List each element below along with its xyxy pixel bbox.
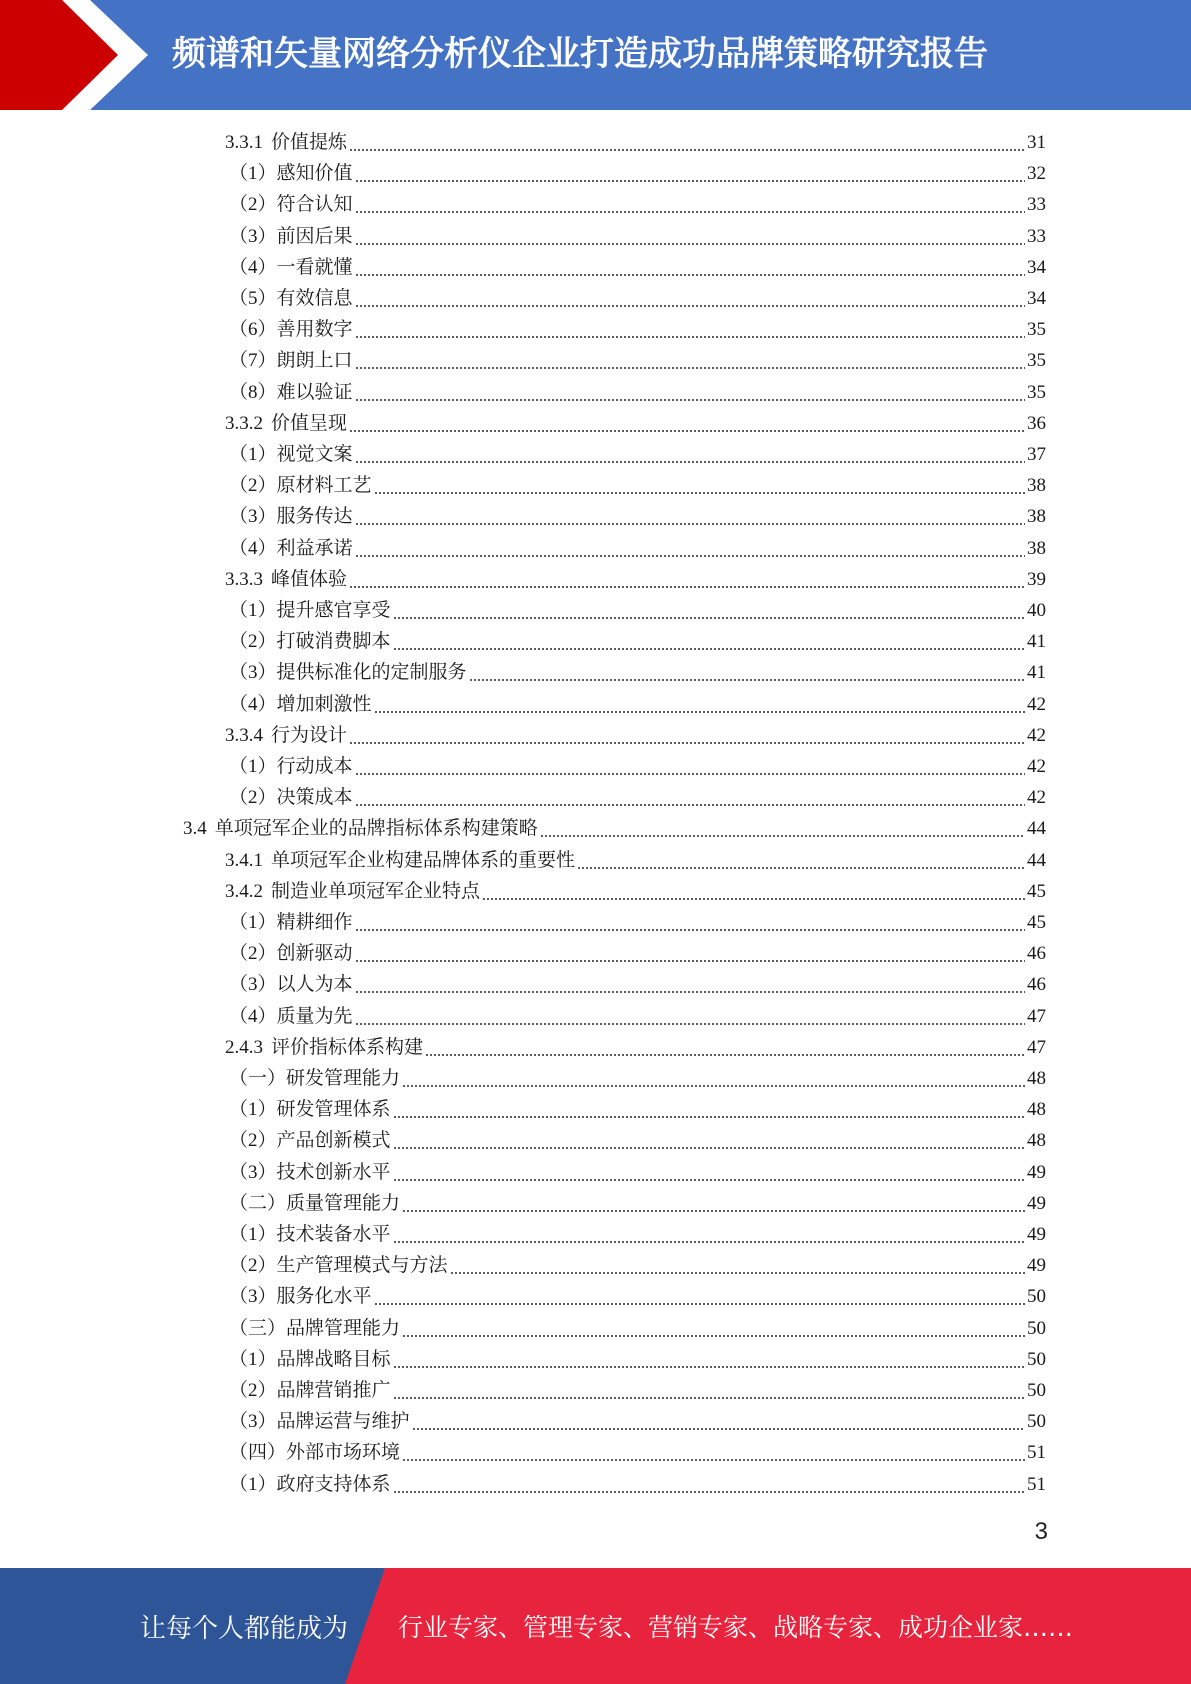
toc-entry-title: （1）政府支持体系	[229, 1474, 391, 1495]
toc-leader-dots	[355, 955, 1025, 963]
toc-entry-title: （5）有效信息	[229, 288, 353, 309]
toc-entry[interactable]	[229, 221, 1046, 252]
toc-entry[interactable]	[229, 938, 1046, 969]
toc-entry-title: （4）一看就懂	[229, 257, 353, 278]
toc-entry-page: 36	[1027, 413, 1046, 434]
toc-entry-title: （3）技术创新水平	[229, 1162, 391, 1183]
toc-entry-title: （2）符合认知	[229, 194, 353, 215]
toc-entry-page: 40	[1027, 600, 1046, 621]
toc-entry-page: 35	[1027, 382, 1046, 403]
toc-entry[interactable]	[229, 158, 1046, 189]
toc-entry-label	[225, 720, 347, 751]
toc-entry-page: 44	[1027, 850, 1046, 871]
toc-entry-page: 49	[1027, 1162, 1046, 1183]
toc-entry-label	[229, 1219, 391, 1250]
toc-entry-title: （6）善用数字	[229, 319, 353, 340]
toc-entry-label	[229, 1469, 391, 1500]
toc-entry-title: （1）研发管理体系	[229, 1099, 391, 1120]
toc-entry-page: 48	[1027, 1130, 1046, 1151]
toc-leader-dots	[374, 487, 1025, 495]
toc-entry-page: 37	[1027, 444, 1046, 465]
toc-leader-dots	[393, 643, 1025, 651]
toc-entry[interactable]	[229, 377, 1046, 408]
toc-entry-title: （1）技术装备水平	[229, 1224, 391, 1245]
toc-entry-label	[229, 314, 353, 345]
page-header	[0, 0, 1191, 110]
toc-entry-page: 50	[1027, 1411, 1046, 1432]
toc-entry[interactable]	[229, 1344, 1046, 1375]
toc-leader-dots	[349, 425, 1025, 433]
toc-entry[interactable]	[229, 1094, 1046, 1125]
toc-entry-title: （四）外部市场环境	[229, 1442, 401, 1463]
toc-entry-page: 50	[1027, 1318, 1046, 1339]
toc-entry-label	[229, 1313, 400, 1344]
toc-leader-dots	[393, 1111, 1025, 1119]
toc-leader-dots	[402, 1205, 1025, 1213]
toc-entry-label	[229, 377, 353, 408]
toc-leader-dots	[355, 394, 1025, 402]
toc-entry-title: （4）利益承诺	[229, 538, 353, 559]
toc-entry[interactable]	[229, 439, 1046, 470]
toc-entry-title: （二）质量管理能力	[229, 1193, 401, 1214]
toc-entry-number: 3.4	[183, 818, 207, 839]
toc-entry-title: （一）研发管理能力	[229, 1068, 401, 1089]
toc-entry-title: （4）增加刺激性	[229, 694, 372, 715]
toc-entry[interactable]	[229, 252, 1046, 283]
toc-entry-page: 31	[1027, 132, 1046, 153]
toc-entry[interactable]	[229, 751, 1046, 782]
toc-entry-label	[229, 1281, 372, 1312]
toc-entry-page: 42	[1027, 756, 1046, 777]
toc-entry-page: 46	[1027, 943, 1046, 964]
page-number: 3	[1034, 1518, 1048, 1545]
toc-entry-title: （三）品牌管理能力	[229, 1318, 401, 1339]
toc-entry-number: 3.4.1	[225, 850, 263, 871]
toc-entry-label	[229, 1437, 400, 1468]
toc-entry[interactable]	[229, 1125, 1046, 1156]
toc-leader-dots	[393, 1236, 1025, 1244]
toc-entry[interactable]	[229, 626, 1046, 657]
toc-entry-label	[225, 1032, 423, 1063]
toc-leader-dots	[393, 1361, 1025, 1369]
toc-entry-page: 38	[1027, 475, 1046, 496]
toc-entry-label	[229, 782, 353, 813]
toc-entry-label	[225, 876, 480, 907]
toc-leader-dots	[393, 612, 1025, 620]
toc-leader-dots	[402, 1454, 1025, 1462]
toc-leader-dots	[355, 362, 1025, 370]
toc-entry-title: 行为设计	[271, 725, 348, 746]
toc-entry-number: 3.3.1	[225, 132, 263, 153]
toc-leader-dots	[540, 830, 1025, 838]
page-footer	[0, 1568, 1191, 1684]
toc-entry-label	[229, 1001, 353, 1032]
toc-entry-page: 38	[1027, 506, 1046, 527]
toc-entry-page: 42	[1027, 694, 1046, 715]
toc-leader-dots	[355, 518, 1025, 526]
toc-entry-label	[225, 845, 575, 876]
toc-entry[interactable]	[229, 1406, 1046, 1437]
toc-leader-dots	[393, 1174, 1025, 1182]
toc-entry-page: 42	[1027, 787, 1046, 808]
toc-entry-label	[225, 564, 347, 595]
toc-leader-dots	[450, 1267, 1025, 1275]
toc-entry-page: 51	[1027, 1442, 1046, 1463]
toc-entry-title: 价值呈现	[271, 413, 348, 434]
toc-leader-dots	[577, 862, 1025, 870]
toc-entry-title: （3）以人为本	[229, 974, 353, 995]
toc-entry[interactable]	[225, 876, 1046, 907]
toc-leader-dots	[355, 986, 1025, 994]
toc-entry[interactable]	[183, 813, 1046, 844]
toc-entry-label	[229, 252, 353, 283]
toc-entry[interactable]	[225, 720, 1046, 751]
toc-entry-number: 3.3.4	[225, 725, 263, 746]
toc-leader-dots	[393, 1142, 1025, 1150]
toc-entry-label	[229, 689, 372, 720]
toc-leader-dots	[469, 674, 1025, 682]
toc-entry-page: 38	[1027, 538, 1046, 559]
toc-entry-title: （2）创新驱动	[229, 943, 353, 964]
toc-leader-dots	[393, 1392, 1025, 1400]
toc-entry-title: （2）打破消费脚本	[229, 631, 391, 652]
toc-entry-label	[229, 439, 353, 470]
toc-leader-dots	[374, 706, 1025, 714]
toc-entry[interactable]	[229, 595, 1046, 626]
toc-entry-label	[229, 657, 467, 688]
toc-entry[interactable]	[229, 782, 1046, 813]
toc-leader-dots	[355, 456, 1025, 464]
toc-entry-label	[225, 127, 347, 158]
toc-entry-title: （8）难以验证	[229, 382, 353, 403]
toc-entry-title: （2）原材料工艺	[229, 475, 372, 496]
toc-leader-dots	[355, 768, 1025, 776]
toc-entry[interactable]	[229, 1250, 1046, 1281]
toc-entry-number: 3.4.2	[225, 881, 263, 902]
toc-entry-label	[229, 470, 372, 501]
toc-leader-dots	[355, 206, 1025, 214]
toc-entry-label	[229, 938, 353, 969]
toc-entry-label	[229, 189, 353, 220]
toc-entry[interactable]	[225, 408, 1046, 439]
toc-entry[interactable]	[229, 345, 1046, 376]
toc-entry-label	[229, 1063, 400, 1094]
toc-entry[interactable]	[229, 1063, 1046, 1094]
toc-entry-page: 41	[1027, 662, 1046, 683]
toc-entry-label	[229, 1188, 400, 1219]
footer-roles: 行业专家、管理专家、营销专家、战略专家、成功企业家……	[398, 1613, 1074, 1642]
toc-entry[interactable]	[229, 969, 1046, 1000]
toc-entry[interactable]	[229, 501, 1046, 532]
toc-leader-dots	[355, 799, 1025, 807]
toc-entry-label	[229, 969, 353, 1000]
toc-entry-label	[229, 158, 353, 189]
toc-entry-page: 39	[1027, 569, 1046, 590]
toc-entry-label	[229, 1094, 391, 1125]
toc-entry[interactable]	[229, 189, 1046, 220]
toc-entry-title: 单项冠军企业构建品牌体系的重要性	[271, 850, 576, 871]
toc-leader-dots	[349, 144, 1025, 152]
toc-entry[interactable]	[229, 1188, 1046, 1219]
toc-entry-label	[225, 408, 347, 439]
toc-entry[interactable]	[229, 1313, 1046, 1344]
toc-entry-title: （7）朗朗上口	[229, 350, 353, 371]
toc-entry-page: 33	[1027, 226, 1046, 247]
toc-leader-dots	[355, 175, 1025, 183]
toc-entry-page: 46	[1027, 974, 1046, 995]
toc-entry-label	[229, 626, 391, 657]
toc-entry-label	[229, 1344, 391, 1375]
toc-entry[interactable]	[229, 1437, 1046, 1468]
toc-entry[interactable]	[225, 127, 1046, 158]
toc-entry-title: （3）服务传达	[229, 506, 353, 527]
toc-entry-label	[229, 1250, 448, 1281]
toc-leader-dots	[393, 1486, 1025, 1494]
toc-entry-page: 49	[1027, 1193, 1046, 1214]
toc-entry-label	[229, 221, 353, 252]
toc-entry-number: 3.3.2	[225, 413, 263, 434]
toc-entry-label	[229, 751, 353, 782]
toc-entry[interactable]	[229, 1157, 1046, 1188]
toc-entry-page: 47	[1027, 1037, 1046, 1058]
toc-entry-number: 2.4.3	[225, 1037, 263, 1058]
toc-entry-page: 44	[1027, 818, 1046, 839]
toc-entry-page: 42	[1027, 725, 1046, 746]
toc-entry-page: 48	[1027, 1068, 1046, 1089]
toc-entry-page: 51	[1027, 1474, 1046, 1495]
toc-entry-title: （4）质量为先	[229, 1006, 353, 1027]
toc-entry-title: 单项冠军企业的品牌指标体系构建策略	[214, 818, 538, 839]
toc-leader-dots	[355, 1018, 1025, 1026]
toc-entry[interactable]	[229, 314, 1046, 345]
toc-entry-title: （3）品牌运营与维护	[229, 1411, 410, 1432]
toc-leader-dots	[349, 581, 1025, 589]
toc-entry-label	[229, 1157, 391, 1188]
toc-entry-title: （1）提升感官享受	[229, 600, 391, 621]
toc-leader-dots	[355, 300, 1025, 308]
toc-entry-label	[229, 501, 353, 532]
toc-entry-label	[183, 813, 538, 844]
toc-entry-title: （3）服务化水平	[229, 1286, 372, 1307]
toc-entry[interactable]	[229, 533, 1046, 564]
toc-leader-dots	[349, 737, 1025, 745]
toc-entry-title: （2）品牌营销推广	[229, 1380, 391, 1401]
toc-entry-number: 3.3.3	[225, 569, 263, 590]
toc-entry-label	[229, 1406, 410, 1437]
toc-entry-title: （1）感知价值	[229, 163, 353, 184]
toc-entry-title: （1）行动成本	[229, 756, 353, 777]
toc-entry-page: 32	[1027, 163, 1046, 184]
toc-entry-label	[229, 1375, 391, 1406]
toc-entry[interactable]	[229, 907, 1046, 938]
toc-leader-dots	[482, 893, 1025, 901]
toc-entry[interactable]	[229, 470, 1046, 501]
toc-entry[interactable]	[225, 564, 1046, 595]
toc-entry-title: （2）产品创新模式	[229, 1130, 391, 1151]
toc-leader-dots	[355, 331, 1025, 339]
toc-entry[interactable]	[225, 1032, 1046, 1063]
toc-entry-page: 35	[1027, 350, 1046, 371]
toc-entry-title: （1）精耕细作	[229, 912, 353, 933]
toc-entry-title: （3）前因后果	[229, 226, 353, 247]
toc-entry-page: 48	[1027, 1099, 1046, 1120]
toc-entry[interactable]	[229, 283, 1046, 314]
toc-entry-page: 47	[1027, 1006, 1046, 1027]
toc-entry-title: （3）提供标准化的定制服务	[229, 662, 467, 683]
toc-entry-title: 峰值体验	[271, 569, 348, 590]
toc-leader-dots	[425, 1049, 1025, 1057]
toc-entry[interactable]	[229, 1469, 1046, 1500]
toc-entry-page: 49	[1027, 1224, 1046, 1245]
toc-entry-page: 45	[1027, 912, 1046, 933]
toc-entry-label	[229, 345, 353, 376]
toc-leader-dots	[355, 550, 1025, 558]
toc-leader-dots	[412, 1423, 1025, 1431]
toc-entry-title: 制造业单项冠军企业特点	[271, 881, 481, 902]
toc-entry[interactable]	[229, 657, 1046, 688]
toc-entry-title: （1）视觉文案	[229, 444, 353, 465]
toc-entry[interactable]	[229, 1219, 1046, 1250]
toc-entry-page: 35	[1027, 319, 1046, 340]
toc-entry-page: 34	[1027, 257, 1046, 278]
toc-entry[interactable]	[225, 845, 1046, 876]
toc-entry-page: 45	[1027, 881, 1046, 902]
toc-entry-title: 价值提炼	[271, 132, 348, 153]
toc-entry[interactable]	[229, 1001, 1046, 1032]
toc-entry-title: （1）品牌战略目标	[229, 1349, 391, 1370]
toc-entry-label	[229, 1125, 391, 1156]
toc-entry-label	[229, 907, 353, 938]
toc-entry-page: 33	[1027, 194, 1046, 215]
toc-entry[interactable]	[229, 1375, 1046, 1406]
toc-entry-label	[229, 595, 391, 626]
toc-entry-title: （2）生产管理模式与方法	[229, 1255, 448, 1276]
toc-leader-dots	[402, 1080, 1025, 1088]
toc-entry[interactable]	[229, 689, 1046, 720]
toc-entry-page: 50	[1027, 1286, 1046, 1307]
report-title: 频谱和矢量网络分析仪企业打造成功品牌策略研究报告	[172, 34, 988, 74]
toc-entry-page: 41	[1027, 631, 1046, 652]
toc-entry-page: 34	[1027, 288, 1046, 309]
toc-entry-page: 50	[1027, 1380, 1046, 1401]
toc-entry-page: 50	[1027, 1349, 1046, 1370]
toc-entry-title: 评价指标体系构建	[271, 1037, 424, 1058]
footer-slogan: 让每个人都能成为	[140, 1614, 349, 1644]
toc-leader-dots	[374, 1298, 1025, 1306]
toc-entry-label	[229, 283, 353, 314]
toc-entry-page: 49	[1027, 1255, 1046, 1276]
toc-entry-label	[229, 533, 353, 564]
toc-leader-dots	[355, 238, 1025, 246]
toc-leader-dots	[355, 924, 1025, 932]
toc-entry-title: （2）决策成本	[229, 787, 353, 808]
toc-leader-dots	[402, 1330, 1025, 1338]
toc-entry[interactable]	[229, 1281, 1046, 1312]
toc-leader-dots	[355, 269, 1025, 277]
